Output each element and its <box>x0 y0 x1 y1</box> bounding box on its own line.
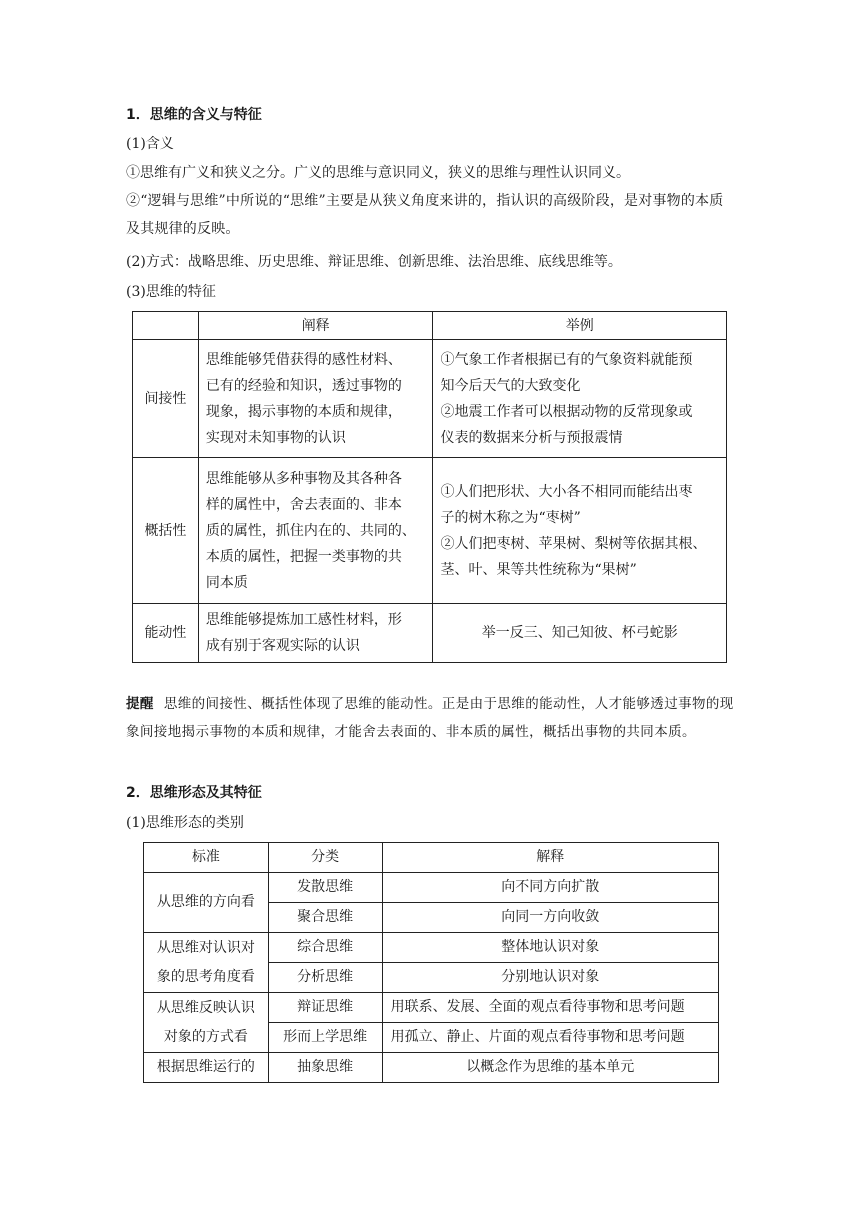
meaning-para-1: ①思维有广义和狭义之分。广义的思维与意识同义，狭义的思维与理性认识同义。 <box>126 165 630 181</box>
section1-heading: 1．思维的含义与特征 <box>126 107 262 123</box>
feature-explanation: 思维能够从多种事物及其各种各 样的属性中，舍去表面的、非本 质的属性，抓住内在的、共同的、 本质的属性，把握一类事物的共 同本质 <box>198 458 433 604</box>
criterion-cell: 从思维对认识对 象的思考角度看 <box>144 933 269 993</box>
feature-explanation: 思维能够凭借获得的感性材料、 已有的经验和知识，透过事物的 现象，揭示事物的本质和规律， 实现对未知事物的认识 <box>198 340 433 458</box>
explanation-cell: 用孤立、静止、片面的观点看待事物和思考问题 <box>382 1023 718 1053</box>
table-row <box>133 604 727 663</box>
table-header-row <box>133 312 727 340</box>
table-row <box>133 458 727 604</box>
feature-label: 概括性 <box>133 458 199 604</box>
criterion-cell: 根据思维运行的 <box>144 1053 269 1083</box>
reminder-label: 提醒 <box>126 696 154 712</box>
feature-explanation: 思维能够提炼加工感性材料，形 成有别于客观实际的认识 <box>198 604 433 663</box>
thinking-forms-table <box>143 842 719 1083</box>
category-cell: 辩证思维 <box>268 993 382 1023</box>
explanation-cell: 分别地认识对象 <box>382 963 718 993</box>
criterion-cell: 从思维的方向看 <box>144 873 269 933</box>
feature-label: 能动性 <box>133 604 199 663</box>
section1-sub-methods: (2)方式：战略思维、历史思维、辩证思维、创新思维、法治思维、底线思维等。 <box>126 254 622 270</box>
table-header-cell: 解释 <box>382 843 718 873</box>
category-cell: 聚合思维 <box>268 903 382 933</box>
feature-example: ①气象工作者根据已有的气象资料就能预 知今后天气的大致变化 ②地震工作者可以根据动物的反常现象或 仪表的数据来分析与预报震情 <box>433 340 727 458</box>
category-cell: 发散思维 <box>268 873 382 903</box>
table-row <box>144 873 719 903</box>
section2-heading: 2．思维形态及其特征 <box>126 785 262 801</box>
section1-sub-features: (3)思维的特征 <box>126 284 216 300</box>
reminder-note <box>126 690 734 746</box>
category-cell: 抽象思维 <box>268 1053 382 1083</box>
table-header-cell: 举例 <box>433 312 727 340</box>
criterion-cell: 从思维反映认识 对象的方式看 <box>144 993 269 1053</box>
explanation-cell: 向不同方向扩散 <box>382 873 718 903</box>
table-header-cell: 阐释 <box>198 312 433 340</box>
table-header-cell: 分类 <box>268 843 382 873</box>
explanation-cell: 整体地认识对象 <box>382 933 718 963</box>
table-row <box>133 340 727 458</box>
feature-example: ①人们把形状、大小各不相同而能结出枣 子的树木称之为“枣树” ②人们把枣树、苹果树、梨树等依据其根、 茎、叶、果等共性统称为“果树” <box>433 458 727 604</box>
features-table <box>132 311 727 663</box>
explanation-cell: 向同一方向收敛 <box>382 903 718 933</box>
reminder-text: 思维的间接性、概括性体现了思维的能动性。正是由于思维的能动性，人才能够透过事物的现象间接地揭示事物的本质和规律，才能舍去表面的、非本质的属性，概括出事物的共同本质。 <box>126 696 734 740</box>
feature-label: 间接性 <box>133 340 199 458</box>
table-header-cell <box>133 312 199 340</box>
feature-example: 举一反三、知己知彼、杯弓蛇影 <box>433 604 727 663</box>
section2-sub-categories: (1)思维形态的类别 <box>126 815 244 831</box>
category-cell: 分析思维 <box>268 963 382 993</box>
table-row <box>144 933 719 963</box>
category-cell: 综合思维 <box>268 933 382 963</box>
section1-sub-meaning: (1)含义 <box>126 136 174 152</box>
table-row <box>144 1053 719 1083</box>
table-header-cell: 标准 <box>144 843 269 873</box>
table-row <box>144 993 719 1023</box>
table-header-row <box>144 843 719 873</box>
explanation-cell: 用联系、发展、全面的观点看待事物和思考问题 <box>382 993 718 1023</box>
meaning-para-2: ②“逻辑与思维”中所说的“思维”主要是从狭义角度来讲的，指认识的高级阶段，是对事物的本质及其规律的反映。 <box>126 193 724 237</box>
category-cell: 形而上学思维 <box>268 1023 382 1053</box>
explanation-cell: 以概念作为思维的基本单元 <box>382 1053 718 1083</box>
